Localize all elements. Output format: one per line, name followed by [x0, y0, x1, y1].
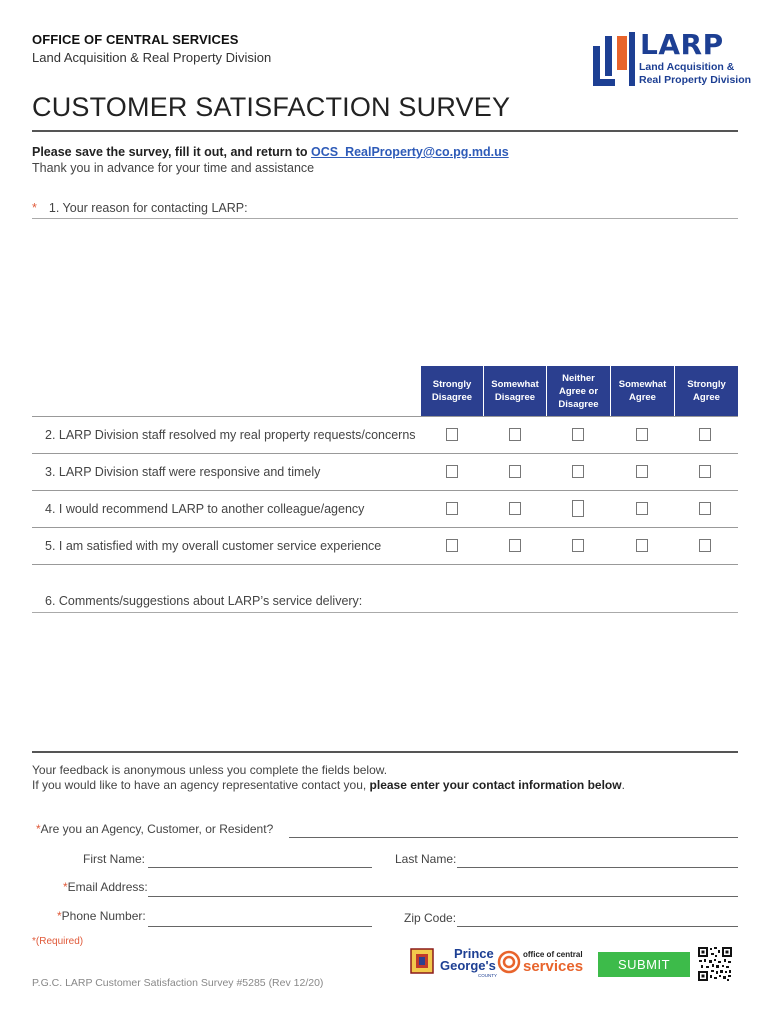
scale-strongly-agree: Strongly Agree	[675, 366, 738, 416]
feedback-note	[32, 763, 625, 793]
rating-row	[32, 528, 738, 565]
feedback-line2: If you would like to have an agency representative contact you, please enter your contact information below.	[32, 778, 625, 792]
checkbox[interactable]	[699, 428, 711, 441]
page-title: CUSTOMER SATISFACTION SURVEY	[32, 92, 511, 122]
checkbox[interactable]	[509, 539, 521, 552]
checkbox[interactable]	[636, 539, 648, 552]
rating-question: 4. I would recommend LARP to another colleague/agency	[45, 502, 365, 516]
scale-somewhat-agree: Somewhat Agree	[611, 366, 674, 416]
required-star: *	[32, 201, 37, 215]
division-name: Land Acquisition & Real Property Division	[32, 50, 272, 65]
feedback-line1: Your feedback is anonymous unless you complete the fields below.	[32, 763, 388, 777]
ocs-line1: office of central	[523, 950, 583, 959]
scale-somewhat-disagree: Somewhat Disagree	[484, 366, 546, 416]
rating-question: 2. LARP Division staff resolved my real property requests/concerns	[45, 428, 416, 442]
role-label: *Are you an Agency, Customer, or Resident?	[36, 822, 274, 836]
rating-question: 3. LARP Division staff were responsive and timely	[45, 465, 321, 479]
scale-neither: Neither Agree or Disagree	[547, 366, 610, 416]
checkbox[interactable]	[509, 465, 521, 478]
checkbox[interactable]	[446, 465, 458, 478]
thanks-text: Thank you in advance for your time and assistance	[32, 161, 315, 175]
rating-question: 5. I am satisfied with my overall customer service experience	[45, 539, 382, 553]
first-name-label: First Name:	[83, 852, 146, 866]
checkbox[interactable]	[572, 428, 584, 441]
phone-input[interactable]	[148, 926, 372, 927]
q6-divider	[32, 612, 738, 613]
checkbox[interactable]	[446, 539, 458, 552]
email-link[interactable]: OCS_RealProperty@co.pg.md.us	[311, 145, 509, 159]
qr-code-icon	[697, 946, 733, 982]
checkbox[interactable]	[446, 502, 458, 515]
logo-acronym: LARP	[640, 28, 724, 61]
email-label: *Email Address:	[63, 880, 148, 894]
org-name: OFFICE OF CENTRAL SERVICES	[32, 32, 239, 47]
phone-label: *Phone Number:	[57, 909, 146, 923]
ocs-logo-icon	[497, 950, 521, 974]
rating-row	[32, 491, 738, 528]
checkbox[interactable]	[636, 502, 648, 515]
ocs-logo	[523, 950, 587, 978]
ocs-line2: services	[523, 958, 584, 975]
footer-text: P.G.C. LARP Customer Satisfaction Survey #5285 (Rev 12/20)	[32, 977, 324, 989]
instructions-text: Please save the survey, fill it out, and return to	[32, 145, 312, 159]
role-input[interactable]	[289, 837, 738, 838]
checkbox[interactable]	[699, 539, 711, 552]
q1-divider	[32, 218, 738, 219]
instructions	[32, 145, 509, 159]
scale-strongly-disagree: Strongly Disagree	[421, 366, 483, 416]
last-name-input[interactable]	[457, 867, 738, 868]
q1-answer-field[interactable]	[32, 222, 738, 362]
q6-label: 6. Comments/suggestions about LARP’s service delivery:	[45, 594, 363, 608]
larp-logo-icon	[591, 30, 637, 88]
rating-row	[32, 454, 738, 491]
checkbox[interactable]	[699, 465, 711, 478]
checkbox[interactable]	[572, 500, 584, 517]
checkbox[interactable]	[572, 465, 584, 478]
county-line2: George's	[440, 958, 496, 973]
q6-answer-field[interactable]	[32, 616, 738, 748]
zip-input[interactable]	[457, 926, 738, 927]
checkbox[interactable]	[572, 539, 584, 552]
checkbox[interactable]	[509, 502, 521, 515]
county-sub: COUNTY	[478, 973, 497, 978]
q1-text: 1. Your reason for contacting LARP:	[48, 201, 248, 215]
rating-row	[32, 417, 738, 454]
checkbox[interactable]	[446, 428, 458, 441]
section-divider	[32, 751, 738, 753]
logo-line1: Land Acquisition &	[639, 61, 735, 73]
prince-georges-logo	[440, 946, 498, 980]
q1-label	[32, 201, 248, 215]
zip-label: Zip Code:	[404, 911, 457, 925]
checkbox[interactable]	[699, 502, 711, 515]
first-name-input[interactable]	[148, 867, 372, 868]
title-divider	[32, 130, 738, 132]
larp-logo	[591, 28, 752, 88]
county-seal-icon	[408, 946, 436, 978]
checkbox[interactable]	[636, 465, 648, 478]
required-note: *(Required)	[32, 936, 84, 947]
submit-button[interactable]: SUBMIT	[598, 952, 690, 977]
last-name-label: Last Name:	[395, 852, 457, 866]
logo-line2: Real Property Division	[639, 74, 752, 86]
county-line1: Prince	[454, 946, 494, 961]
checkbox[interactable]	[509, 428, 521, 441]
email-input[interactable]	[148, 896, 738, 897]
checkbox[interactable]	[636, 428, 648, 441]
